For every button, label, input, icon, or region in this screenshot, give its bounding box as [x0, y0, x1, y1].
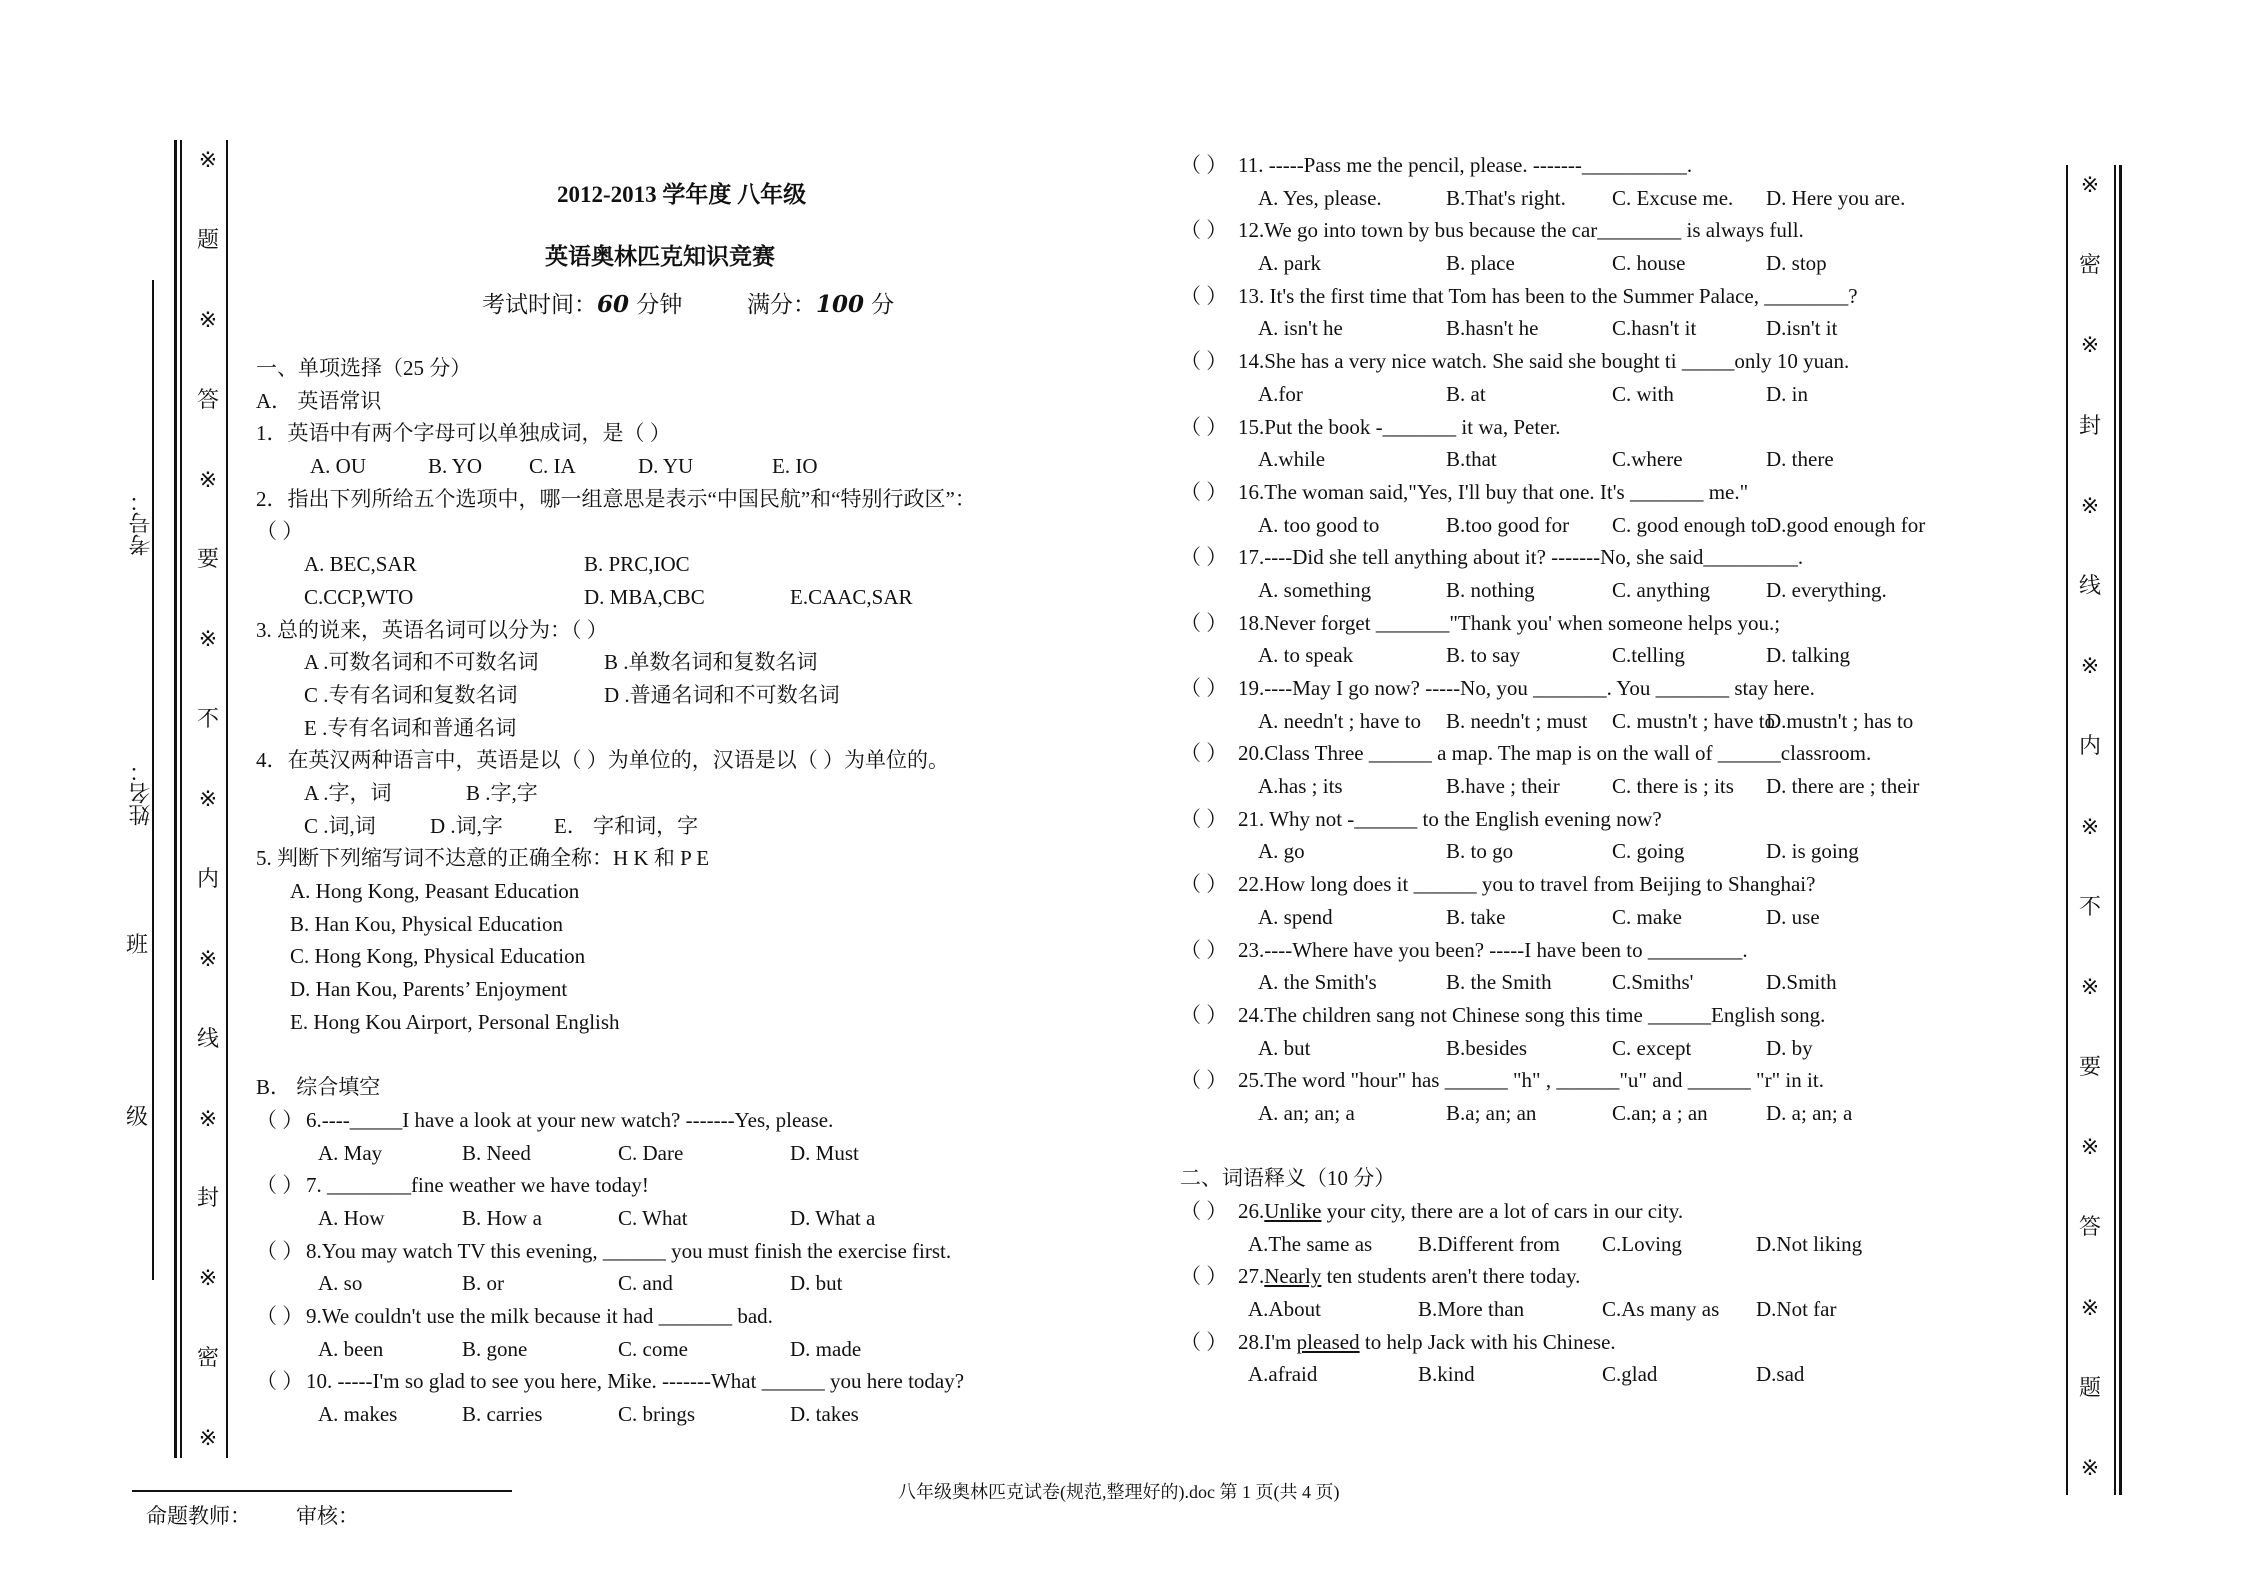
question-text: 12.We go into town by bus because the car________ is always full. [1238, 218, 1804, 243]
question-options [1180, 705, 2060, 738]
option: C.an; a ; an [1612, 1100, 1708, 1125]
answer-paren: （ ） [1180, 937, 1228, 962]
option: B.That's right. [1446, 185, 1566, 210]
question-options [1180, 574, 2060, 607]
answer-paren: （ ） [256, 1173, 304, 1198]
answer-paren: （ ） [1180, 1002, 1228, 1027]
option: B.a; an; an [1446, 1100, 1537, 1125]
time-unit: 分钟 [629, 292, 683, 318]
answer-paren: （ ） [1180, 1199, 1228, 1223]
binding-char: 密 [2078, 253, 2101, 279]
partB-questions [256, 1104, 1096, 1431]
question-text: 7. ________fine weather we have today! [306, 1173, 649, 1198]
option: C. brings [618, 1402, 696, 1426]
question-stem [256, 1365, 1096, 1398]
option: C. IA [529, 454, 576, 479]
option: A.The same as [1248, 1231, 1373, 1256]
binding-char: ※ [2080, 493, 2100, 519]
question-stem [256, 1235, 1096, 1268]
option: A. go [1258, 839, 1305, 864]
question-options [256, 1202, 1096, 1235]
binding-char: 线 [196, 1026, 219, 1052]
right-binding-line-inner [2114, 165, 2116, 1495]
option: D .普通名词和不可数名词 [604, 682, 840, 707]
option: B. gone [462, 1336, 528, 1361]
option: A. but [1258, 1035, 1311, 1060]
binding-char: ※ [2080, 1135, 2100, 1161]
binding-char: 不 [196, 707, 219, 733]
right-binding-chars [2078, 175, 2102, 1480]
option: D. stop [1766, 251, 1827, 276]
binding-char: ※ [198, 1426, 218, 1451]
option: B.that [1446, 447, 1497, 472]
answer-paren: （ ） [1180, 545, 1228, 570]
option: C.where [1612, 447, 1683, 472]
exam-year-title: 2012-2013 学年度 八年级 [557, 182, 807, 207]
question-text: 19.----May I go now? -----No, you _______. You _______ stay here. [1238, 676, 1815, 700]
option: B .单数名词和复数名词 [604, 650, 818, 675]
binding-char: 封 [196, 1186, 219, 1212]
option: B.kind [1418, 1362, 1475, 1387]
binding-char: 答 [2078, 1215, 2101, 1241]
time-label: 考试时间： [482, 292, 597, 318]
question-text: 18.Never forget _______"Thank you' when someone helps you.; [1238, 610, 1781, 635]
option: B. Need [462, 1140, 531, 1165]
question-options [256, 1333, 1096, 1366]
q5-option-d: D. Han Kou, Parents’ Enjoyment [290, 977, 568, 1002]
score-label: 满分： [746, 292, 816, 318]
binding-char: 不 [2078, 894, 2101, 920]
binding-char: 内 [196, 866, 219, 892]
question-options [1180, 1228, 2060, 1261]
option: D.isn't it [1766, 316, 1838, 341]
time-value: 60 [597, 291, 630, 318]
question-stem [256, 1104, 1096, 1137]
option: C. mustn't ; have to [1612, 708, 1776, 733]
option: B. YO [428, 454, 483, 479]
question-options [1180, 443, 2060, 476]
question-text: 14.She has a very nice watch. She said she bought ti _____only 10 yuan. [1238, 349, 1850, 374]
option: A .可数名词和不可数名词 [304, 650, 539, 675]
option: B. to say [1446, 643, 1521, 668]
option: A. BEC,SAR [304, 552, 417, 577]
option: D. Must [790, 1140, 859, 1165]
option: C.glad [1602, 1362, 1658, 1387]
binding-char: ※ [198, 787, 218, 812]
binding-char: 要 [2078, 1055, 2101, 1081]
question-options [1180, 639, 2060, 672]
left-binding-line-outer [174, 140, 177, 1458]
question-text: to help Jack with his Chinese. [1359, 1329, 1616, 1354]
binding-char: ※ [2080, 173, 2100, 198]
option: B. take [1446, 904, 1506, 929]
question-stem [1180, 999, 2060, 1032]
option: D. made [790, 1336, 862, 1361]
option: D. in [1766, 381, 1808, 406]
option: A.has ; its [1258, 774, 1343, 799]
option: B. How a [462, 1205, 542, 1230]
binding-char: ※ [198, 467, 218, 493]
q4-stem: 4．在英汉两种语言中，英语是以（ ）为单位的，汉语是以（ ）为单位的。 [256, 748, 949, 773]
class-label: 班 [126, 933, 149, 958]
q3-stem: 3. 总的说来，英语名词可以分为：（ ） [256, 617, 608, 642]
left-binding-line-inner [180, 140, 182, 1458]
option: C. except [1612, 1035, 1692, 1060]
question-text: 10. -----I'm so glad to see you here, Mike. -------What ______ you here today? [306, 1369, 965, 1394]
partA-title: A． 英语常识 [256, 388, 382, 413]
option: B. to go [1446, 839, 1514, 864]
option: D. What a [790, 1205, 876, 1230]
binding-char: 要 [196, 547, 219, 573]
question-options [1180, 1032, 2060, 1065]
left-column [256, 352, 1096, 1431]
question-text: ten students aren't there today. [1321, 1264, 1581, 1289]
option: B.besides [1446, 1035, 1528, 1060]
question-text: your city, there are a lot of cars in our city. [1321, 1199, 1684, 1223]
q1-stem: 1．英语中有两个字母可以单独成词，是（ ） [256, 421, 671, 446]
option: D.Not liking [1756, 1231, 1863, 1256]
question-options [1180, 509, 2060, 542]
section2-title: 二、词语释义（10 分） [1180, 1166, 1396, 1191]
answer-paren: （ ） [1180, 676, 1228, 700]
q2-stem: 2．指出下列所给五个选项中，哪一组意思是表示“中国民航”和“特别行政区”： [256, 486, 976, 511]
answer-paren: （ ） [256, 1303, 304, 1328]
option: D.good enough for [1766, 512, 1926, 537]
question-text: 25.The word "hour" has ______ "h" , ______"u" and ______ "r" in it. [1238, 1068, 1824, 1093]
question-options [1180, 901, 2060, 934]
question-stem [1180, 345, 2060, 378]
option: A. spend [1258, 904, 1333, 929]
option: C .专有名词和复数名词 [304, 682, 518, 707]
option: E. IO [772, 454, 818, 479]
underlined-word: Nearly [1264, 1264, 1322, 1289]
option: E． 字和词，字 [554, 813, 699, 838]
option: D. a; an; a [1766, 1100, 1853, 1125]
question-text: 20.Class Three ______ a map. The map is on the wall of ______classroom. [1238, 741, 1872, 766]
question-text: 6.----_____I have a look at your new watch? -------Yes, please. [306, 1107, 834, 1132]
option: A. the Smith's [1258, 970, 1377, 995]
binding-char: 内 [2078, 734, 2101, 760]
question-stem [1180, 541, 2060, 574]
question-stem [1180, 214, 2060, 247]
question-stem [1180, 1064, 2060, 1097]
option: A. to speak [1258, 643, 1354, 668]
question-text: 17.----Did she tell anything about it? -------No, she said_________. [1238, 545, 1804, 570]
question-options [1180, 1358, 2060, 1391]
grade-label: 级 [126, 1105, 149, 1130]
right-binding-line-outer [2119, 165, 2122, 1495]
exam-meta [482, 286, 894, 319]
question-options [1180, 312, 2060, 345]
option: A. May [318, 1140, 383, 1165]
question-options [1180, 182, 2060, 215]
binding-char: ※ [2080, 333, 2100, 359]
option: B.hasn't he [1446, 316, 1539, 341]
option: C.telling [1612, 643, 1685, 668]
option: A. park [1258, 251, 1321, 276]
option: C.Loving [1602, 1231, 1682, 1256]
question-options [1180, 1097, 2060, 1130]
binding-char: 封 [2078, 413, 2101, 439]
option: D. there [1766, 447, 1834, 472]
left-binding-chars [196, 150, 220, 1450]
option: A. makes [318, 1402, 398, 1426]
exam-name-title: 英语奥林匹克知识竞赛 [545, 244, 775, 269]
question-text: 11. -----Pass me the pencil, please. -------__________. [1238, 153, 1693, 177]
option: B. PRC,IOC [584, 552, 690, 577]
right-questions [1180, 149, 2060, 1130]
option: D.Not far [1756, 1297, 1837, 1322]
binding-char: 题 [2078, 1375, 2101, 1401]
option: B. at [1446, 381, 1486, 406]
question-options [1180, 1293, 2060, 1326]
option: D .词,字 [430, 813, 503, 838]
option: C. Dare [618, 1140, 684, 1165]
option: B. place [1446, 251, 1515, 276]
option: B.Different from [1418, 1231, 1560, 1256]
question-options [256, 1267, 1096, 1300]
option: D. is going [1766, 839, 1859, 864]
section2-questions [1180, 1195, 2060, 1391]
option: C.Smiths' [1612, 970, 1694, 995]
option: D. use [1766, 904, 1820, 929]
question-text: 15.Put the book -_______ it wa, Peter. [1238, 414, 1561, 439]
binding-char: ※ [198, 1106, 218, 1132]
question-options [256, 1137, 1096, 1170]
option: A.afraid [1248, 1362, 1318, 1387]
question-stem [1180, 1195, 2060, 1228]
q5-option-a: A. Hong Kong, Peasant Education [290, 879, 580, 903]
binding-char: ※ [2080, 1295, 2100, 1321]
q3-options-row2 [256, 679, 1096, 712]
answer-paren: （ ） [1180, 806, 1228, 831]
answer-paren: （ ） [1180, 1264, 1228, 1289]
option: A. isn't he [1258, 316, 1343, 341]
option: B .字,字 [466, 780, 538, 805]
question-options [1180, 835, 2060, 868]
option: C. come [618, 1336, 688, 1361]
option: B. needn't ; must [1446, 708, 1588, 733]
answer-paren: （ ） [1180, 153, 1228, 177]
q2-options-row2 [256, 581, 1096, 614]
option: B. the Smith [1446, 970, 1552, 995]
option: C. house [1612, 251, 1686, 276]
option: A. an; an; a [1258, 1100, 1355, 1125]
option: A.while [1258, 447, 1326, 472]
binding-char: ※ [2080, 814, 2100, 840]
option: C. with [1612, 381, 1674, 406]
binding-char: ※ [2080, 654, 2100, 680]
answer-paren: （ ） [256, 1238, 304, 1263]
question-text: 24.The children sang not Chinese song this time ______English song. [1238, 1002, 1826, 1027]
q1-options [256, 450, 1096, 483]
question-text: 13. It's the first time that Tom has been to the Summer Palace, ________? [1238, 283, 1858, 308]
binding-char: ※ [198, 307, 218, 333]
option: A.for [1258, 381, 1303, 406]
left-binding-line-right [226, 140, 228, 1458]
answer-paren: （ ） [1180, 349, 1228, 374]
question-text: 23.----Where have you been? -----I have been to _________. [1238, 937, 1748, 962]
q2-options-row1 [256, 548, 1096, 581]
answer-paren: （ ） [1180, 218, 1228, 243]
exam-number-label: 考号： [129, 490, 154, 556]
option: A. too good to [1258, 512, 1380, 537]
answer-paren: （ ） [256, 1107, 304, 1132]
question-number: 26. [1238, 1199, 1265, 1223]
score-unit: 分 [863, 292, 895, 318]
binding-char: 答 [196, 387, 219, 413]
binding-char: ※ [198, 946, 218, 972]
underlined-word: pleased [1296, 1329, 1360, 1354]
option: C. What [618, 1205, 688, 1230]
option: C. anything [1612, 577, 1710, 602]
question-stem [1180, 803, 2060, 836]
option: B.too good for [1446, 512, 1570, 537]
right-binding-line-left [2066, 165, 2068, 1495]
question-options [1180, 966, 2060, 999]
option: A. OU [310, 454, 366, 479]
answer-paren: （ ） [1180, 479, 1228, 504]
option: D. MBA,CBC [584, 584, 705, 609]
option: C. going [1612, 839, 1685, 864]
option: D. everything. [1766, 577, 1887, 602]
option: B. carries [462, 1402, 543, 1426]
question-stem [1180, 411, 2060, 444]
option: C. and [618, 1271, 673, 1296]
q5-stem: 5. 判断下列缩写词不达意的正确全称：H K 和 P E [256, 846, 710, 871]
question-number: 28.I'm [1238, 1329, 1297, 1354]
option: D. talking [1766, 643, 1850, 668]
answer-paren: （ ） [1180, 610, 1228, 635]
question-stem [1180, 868, 2060, 901]
question-stem [1180, 672, 2060, 705]
option: A. Yes, please. [1258, 185, 1382, 210]
question-setter-label: 命题教师： [146, 1504, 251, 1528]
right-column [1180, 149, 2060, 1391]
answer-paren: （ ） [256, 1369, 304, 1394]
answer-paren: （ ） [1180, 1329, 1228, 1354]
spacer [256, 1038, 1096, 1071]
q2-paren: （ ） [256, 519, 304, 544]
option: D. Here you are. [1766, 185, 1906, 210]
question-stem [256, 1169, 1096, 1202]
footer-rule [132, 1490, 512, 1492]
option: C. make [1612, 904, 1682, 929]
option: B.have ; their [1446, 774, 1560, 799]
question-stem [256, 1300, 1096, 1333]
option: A .字，词 [304, 780, 392, 805]
option: B.More than [1418, 1297, 1525, 1322]
option: A. How [318, 1205, 385, 1230]
question-stem [1180, 934, 2060, 967]
option: B. nothing [1446, 577, 1535, 602]
option: D. takes [790, 1402, 859, 1426]
q3-options-row1 [256, 646, 1096, 679]
partB-title: B． 综合填空 [256, 1075, 381, 1100]
option: A. needn't ; have to [1258, 708, 1421, 733]
option: C .词,词 [304, 813, 376, 838]
score-value: 100 [815, 291, 864, 318]
question-options [1180, 247, 2060, 280]
option: C. Excuse me. [1612, 185, 1734, 210]
option: C.As many as [1602, 1297, 1720, 1322]
binding-char: 线 [2078, 573, 2101, 599]
option: A. something [1258, 577, 1372, 602]
reviewer-label: 审核： [296, 1504, 359, 1528]
answer-paren: （ ） [1180, 872, 1228, 897]
option: E.CAAC,SAR [790, 584, 913, 609]
answer-paren: （ ） [1180, 283, 1228, 308]
option: D. but [790, 1271, 843, 1296]
section1-title: 一、单项选择（25 分） [256, 356, 472, 380]
q5-option-b: B. Han Kou, Physical Education [290, 911, 563, 936]
question-options [1180, 378, 2060, 411]
question-text: 8.You may watch TV this evening, ______ you must finish the exercise first. [306, 1238, 952, 1263]
option: A. been [318, 1336, 384, 1361]
question-stem [1180, 280, 2060, 313]
question-text: 9.We couldn't use the milk because it had _______ bad. [306, 1303, 773, 1328]
option: A.About [1248, 1297, 1321, 1322]
question-stem [1180, 1326, 2060, 1359]
option: C.hasn't it [1612, 316, 1697, 341]
question-options [1180, 770, 2060, 803]
q5-option-e: E. Hong Kou Airport, Personal English [290, 1009, 620, 1034]
option: A. so [318, 1271, 363, 1296]
binding-char: ※ [2080, 1456, 2100, 1481]
option: C. good enough to [1612, 512, 1768, 537]
option: D. YU [638, 454, 694, 479]
answer-paren: （ ） [1180, 741, 1228, 766]
option: D. there are ; their [1766, 774, 1920, 799]
option: C. there is ; its [1612, 774, 1734, 799]
page-footer: 八年级奥林匹克试卷(规范,整理好的).doc 第 1 页(共 4 页) [898, 1482, 1340, 1502]
question-text: 16.The woman said,"Yes, I'll buy that one. It's _______ me." [1238, 479, 1749, 504]
question-stem [1180, 476, 2060, 509]
question-text: 22.How long does it ______ you to travel from Beijing to Shanghai? [1238, 872, 1816, 897]
q4-options-row2 [256, 810, 1096, 843]
question-stem [1180, 737, 2060, 770]
question-stem [1180, 1260, 2060, 1293]
option: D.Smith [1766, 970, 1837, 995]
question-stem [1180, 607, 2060, 640]
answer-paren: （ ） [1180, 1068, 1228, 1093]
question-text: 21. Why not -______ to the English evening now? [1238, 806, 1662, 831]
option: D.mustn't ; has to [1766, 708, 1914, 733]
option: D.sad [1756, 1362, 1805, 1387]
q4-options-row1 [256, 777, 1096, 810]
question-options [256, 1398, 1096, 1431]
binding-char: 题 [196, 227, 219, 253]
option: C.CCP,WTO [304, 584, 414, 609]
binding-char: 密 [196, 1346, 219, 1372]
question-number: 27. [1238, 1264, 1265, 1289]
option: E .专有名词和普通名词 [304, 715, 517, 740]
binding-char: ※ [198, 1266, 218, 1292]
option: B. or [462, 1271, 504, 1296]
binding-char: ※ [198, 148, 218, 173]
binding-char: ※ [2080, 974, 2100, 1000]
name-label: 姓名： [129, 760, 154, 826]
underlined-word: Unlike [1264, 1199, 1322, 1223]
option: D. by [1766, 1035, 1813, 1060]
binding-char: ※ [198, 627, 218, 653]
answer-paren: （ ） [1180, 414, 1228, 439]
q3-options-row3 [256, 712, 1096, 745]
question-stem [1180, 149, 2060, 182]
q5-option-c: C. Hong Kong, Physical Education [290, 944, 586, 969]
spacer [1180, 1130, 2060, 1163]
